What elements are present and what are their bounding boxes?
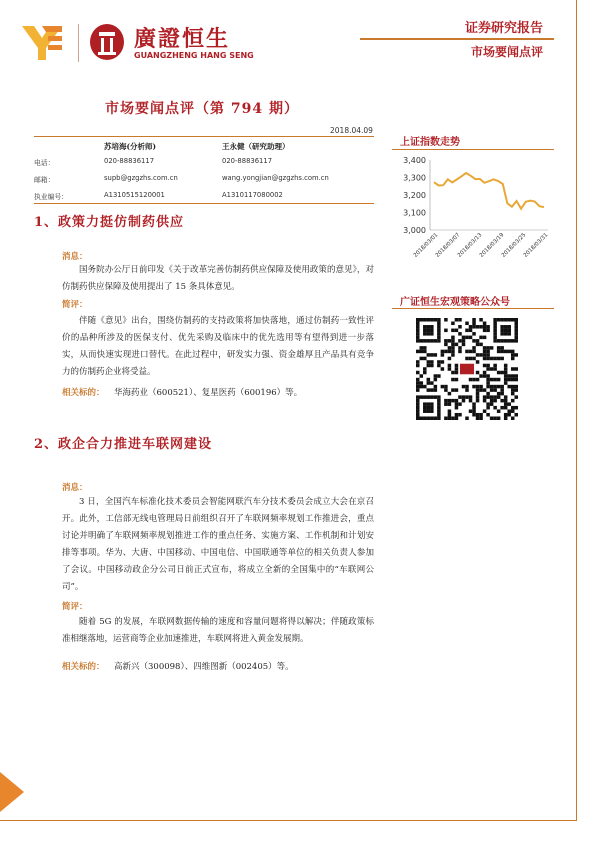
footer-corner-icon	[0, 772, 24, 812]
shanghai-index-chart	[390, 152, 560, 272]
report-type: 证券研究报告	[464, 21, 543, 36]
yue-logo-icon	[22, 22, 62, 62]
author-2-license: A1310117080002	[222, 191, 283, 199]
logo-divider	[78, 24, 79, 62]
section-2-related: 高新兴（300098）、四维图新（002405）等。	[114, 662, 294, 672]
author-1-email: supb@gzgzhs.com.cn	[104, 174, 178, 182]
page-border-right	[576, 0, 577, 820]
report-title: 市场要闻点评（第 794 期）	[105, 101, 299, 117]
table-rule	[34, 203, 374, 204]
author-2-email: wang.yongjian@gzgzhs.com.cn	[222, 174, 329, 182]
email-label: 邮箱：	[34, 176, 55, 184]
section-2-comment-label: 简评：	[62, 602, 88, 612]
chart-ytick-label: 3,300	[403, 173, 426, 183]
section-1-heading: 1、政策力挺仿制药供应	[34, 215, 185, 230]
wechat-title-rule	[392, 308, 554, 309]
author-2-name: 王永健（研究助理）	[222, 142, 290, 151]
qr-code-image	[416, 318, 518, 420]
section-2-heading: 2、政企合力推进车联网建设	[34, 437, 213, 452]
report-category: 市场要闻点评	[470, 45, 543, 59]
section-2-related-label: 相关标的：	[62, 662, 105, 672]
author-2-phone: 020-88836117	[222, 157, 273, 165]
page-border-bottom	[0, 820, 577, 821]
author-1-license: A1310515120001	[104, 191, 165, 199]
section-1-comment: 伴随《意见》出台，围绕仿制药的支持政策将加快落地，通过仿制药一致性评价的品种所涉及的医保支付、优先采购及临床中的优先选用等有望得到进一步落实，从而快速实现进口替代。在此过程中，研发实力强、资金雄厚且产品具有竞争力的仿制药企业将受益。	[62, 316, 374, 377]
chart-series-line	[434, 173, 544, 209]
section-1-news-label: 消息：	[62, 252, 88, 262]
chart-xtick-label: 2018/03/01	[412, 232, 440, 259]
license-label: 执业编号：	[34, 193, 68, 201]
report-date: 2018.04.09	[330, 126, 373, 135]
chart-ytick-label: 3,200	[403, 191, 426, 200]
author-1-phone: 020-88836117	[104, 157, 155, 165]
chart-xtick-label: 2018/03/19	[478, 232, 506, 259]
section-1-related: 华海药业（600521）、复星医药（600196）等。	[114, 388, 303, 398]
chart-xtick-label: 2018/03/25	[500, 232, 528, 259]
header-rule	[360, 38, 554, 40]
seal-logo-icon	[88, 22, 126, 62]
brand-name-cn: 廣證恒生	[134, 27, 231, 52]
title-rule	[34, 136, 374, 137]
brand-name-en: GUANGZHENG HANG SENG	[134, 51, 254, 60]
chart-xtick-label: 2018/03/07	[434, 232, 462, 259]
section-2-news: 3 日，全国汽车标准化技术委员会智能网联汽车分技术委员会成立大会在京召开。此外，工信部无线电管理局日前组织召开了车联网频率规划工作推进会，重点讨论并明确了车联网频率规划推进工作的重点任务、实施方案、工作机制和计划安排等事项。华为、大唐、中国移动、中国电信、中国联通等单位的相关负责人参加了会议。中国移动政企分公司日前正式宣布，将成立全新的全国集中的“车联网公司”。	[62, 497, 374, 592]
chart-ytick-label: 3,100	[403, 208, 426, 218]
chart-xtick-label: 2018/03/31	[522, 232, 550, 259]
section-2-comment: 随着 5G 的发展，车联网数据传输的速度和容量问题将得以解决；伴随政策标准相继落地，运营商等企业加速推进，车联网将进入黄金发展期。	[62, 617, 374, 644]
phone-label: 电话：	[34, 159, 55, 167]
chart-xtick-label: 2018/03/13	[456, 232, 484, 259]
section-1-news: 国务院办公厅日前印发《关于改革完善仿制药供应保障及使用政策的意见》，对仿制药供应保障及使用提出了 15 条具体意见。	[62, 265, 374, 292]
section-1-related-label: 相关标的：	[62, 388, 105, 398]
chart-ytick-label: 3,000	[403, 226, 426, 235]
chart-ytick-label: 3,400	[403, 156, 426, 165]
section-1-comment-label: 简评：	[62, 300, 88, 310]
chart-title: 上证指数走势	[400, 137, 460, 148]
wechat-title: 广证恒生宏观策略公众号	[400, 297, 510, 308]
section-2-news-label: 消息：	[62, 483, 88, 493]
chart-title-rule	[392, 149, 554, 150]
author-1-name: 苏培海(分析师)	[104, 142, 157, 151]
